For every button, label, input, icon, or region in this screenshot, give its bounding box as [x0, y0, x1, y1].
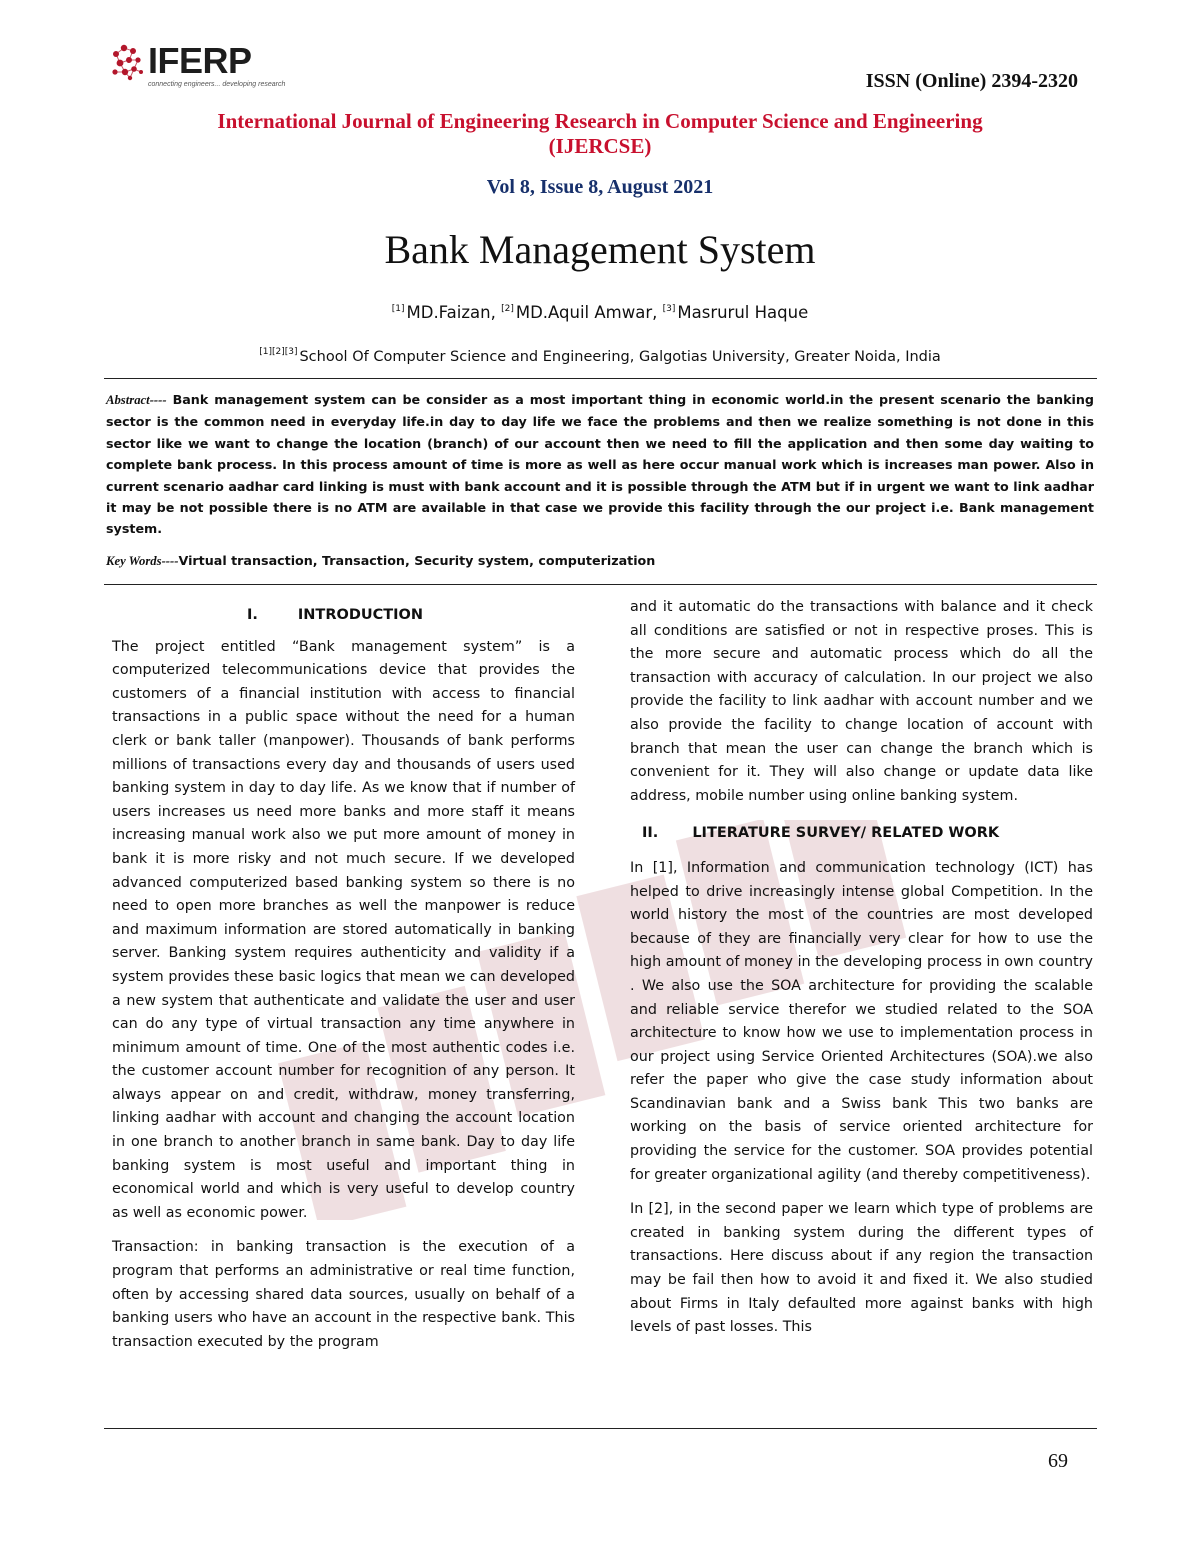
introduction-title: INTRODUCTION	[297, 607, 424, 623]
logo-tagline: connecting engineers... developing research	[148, 81, 286, 88]
issn-label: ISSN (Online) 2394-2320	[865, 70, 1078, 92]
abstract	[106, 389, 1094, 540]
header-divider	[104, 378, 1097, 379]
author-1-mark: [1]	[391, 304, 405, 314]
author-list	[0, 303, 1200, 322]
author-3-mark: [3]	[662, 304, 676, 314]
author-3-name: Masrurul Haque	[677, 303, 809, 322]
affiliation	[0, 347, 1200, 365]
author-2-name: MD.Aquil Amwar,	[515, 303, 658, 322]
literature-survey-number: II.	[642, 825, 659, 842]
introduction-continued-paragraph: and it automatic do the transactions with balance and it check all conditions are satisfied or not in respective proses. This is the more secure and automatic process which do all the transaction with accuracy of calculation. In our project we also provide the facility to link aadhar with account number and we also provide the facility to change location of account with branch that mean the user can change the branch which is convenient for it. They will also change or update data like address, mobile number using online banking system.	[630, 599, 1093, 804]
abstract-label: Abstract----	[106, 393, 167, 407]
page-number: 69	[1048, 1450, 1068, 1472]
introduction-paragraph-1: The project entitled “Bank management system” is a computerized telecommunications device that provides the customers of a financial institution with access to financial transactions in a public space without the need for a human clerk or bank taller (manpower). Thousands of bank performs millions of transactions every day and thousands of users used banking system in day to day life. As we know that if number of users increases us need more banks and more staff it means increasing manual work also we put more amount of money in bank it is more risky and not much secure. If we developed advanced computerized based banking system so there is no need to open more branches as well the manpower is reduce and maximum information are stored automatically in banking server. Banking system requires authenticity and validity if a system provides these basic logics that mean we can developed a new system that authenticate and validate the user and user can do any type of virtual transaction any time anywhere in minimum amount of time. One of the most authentic codes i.e. the customer account number for recognition of any person. It always appear on and credit, withdraw, money transferring, linking aadhar with account and changing the account location in one branch to another branch in same bank. Day to day life banking system is most useful and important thing in economical world and which is very useful to develop country as well as economic power.	[112, 638, 575, 1221]
introduction-number: I.	[247, 607, 258, 623]
abstract-text: Bank management system can be consider as a most important thing in economic world.in the present scenario the banking sector is the common need in everyday life.in day to day life we face the problems and then we realize something is not done in this sector like we want to change the location (branch) of our account then we need to fill the application and then some day waiting to complete bank process. In this process amount of time is more as well as here occur manual work which is increases man power. Also in current scenario aadhar card linking is must with bank account and it is possible through the ATM but if in urgent we want to link aadhar it may be not possible there is no ATM are available in that case we provide this facility through the our project i.e. Bank management system.	[106, 392, 1094, 537]
introduction-paragraph-2: Transaction: in banking transaction is the execution of a program that performs an administrative or real time function, often by accessing shared data sources, usually on behalf of a banking users who have an account in the respective bank. This transaction executed by the program	[112, 1239, 575, 1350]
logo-wordmark: IFERP	[148, 40, 252, 81]
literature-survey-title: LITERATURE SURVEY/ RELATED WORK	[692, 825, 1000, 842]
footer-divider	[104, 1428, 1097, 1429]
affiliation-text: School Of Computer Science and Engineering, Galgotias University, Greater Noida, India	[299, 349, 941, 365]
author-2-mark: [2]	[501, 304, 514, 314]
volume-issue: Vol 8, Issue 8, August 2021	[486, 176, 714, 198]
right-column	[630, 596, 1093, 1340]
affiliation-mark: [1][2][3]	[259, 347, 298, 357]
literature-paragraph-2: In [2], in the second paper we learn which type of problems are created in banking system during the different types of transactions. Here discuss about if any region the transaction may be fail then how to avoid it and fixed it. We also studied about Firms in Italy defaulted more against banks with high levels of past losses. This	[630, 1201, 1093, 1336]
paper-title: Bank Management System	[384, 227, 816, 272]
keywords-text: Virtual transaction, Transaction, Security system, computerization	[178, 553, 656, 568]
abstract-divider	[104, 584, 1097, 585]
journal-name-line1: International Journal of Engineering Research in Computer Science and Engineering	[217, 109, 983, 133]
left-column	[112, 596, 575, 1354]
literature-paragraph-1: In [1], Information and communication technology (ICT) has helped to drive increasingly intense global Competition. In the world history the most of the countries are most developed because of they are financially very clear for how to use the high amount of money in the developing process in own country . We also use the SOA architecture for providing the scalable and reliable service therefor we studied related to the SOA architecture to know how we use to implementation process in our project using Service Oriented Architectures (SOA).we also refer the paper who give the case study information about Scandinavian bank and a Swiss bank This two banks are working on the basis of service oriented architecture for providing the service for the customer. SOA provides potential for greater organizational agility (and thereby competitiveness).	[630, 859, 1093, 1183]
iferp-logo	[108, 40, 286, 92]
keywords-label: Key Words----	[106, 554, 179, 568]
keywords	[106, 553, 1094, 569]
journal-name	[120, 109, 1080, 159]
author-1-name: MD.Faizan,	[406, 303, 496, 322]
network-dots-icon	[108, 42, 148, 82]
literature-survey-heading	[642, 822, 1093, 846]
journal-name-line2: (IJERCSE)	[548, 134, 652, 158]
introduction-heading	[247, 604, 575, 628]
